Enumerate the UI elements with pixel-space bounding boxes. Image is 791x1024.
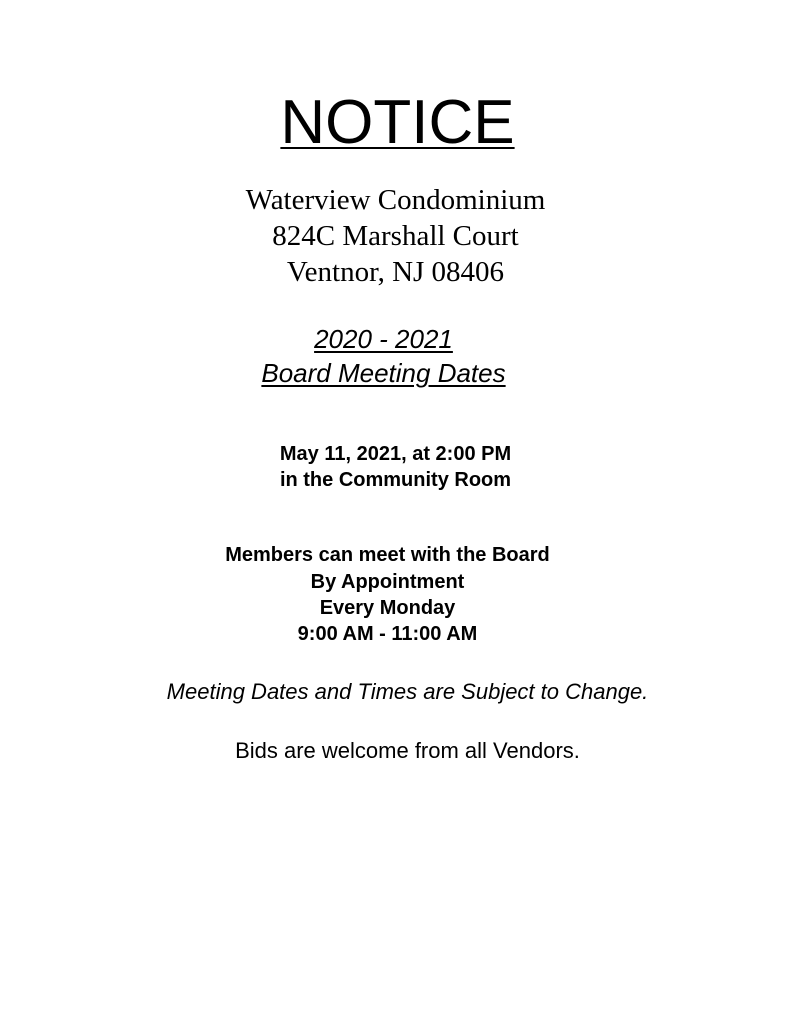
street-address: 824C Marshall Court <box>272 220 519 252</box>
city-state-zip: Ventnor, NJ 08406 <box>286 256 505 288</box>
condominium-name: Waterview Condominium <box>245 184 546 216</box>
meeting-date-time: May 11, 2021, at 2:00 PM <box>279 443 512 465</box>
schedule-heading: Board Meeting Dates <box>261 358 506 388</box>
members-line-2: By Appointment <box>310 571 465 593</box>
members-line-1: Members can meet with the Board <box>225 544 550 566</box>
members-line-4: 9:00 AM - 11:00 AM <box>297 623 478 645</box>
vendor-bids-note: Bids are welcome from all Vendors. <box>235 738 580 763</box>
members-line-3: Every Monday <box>319 597 456 619</box>
meeting-location: in the Community Room <box>279 469 512 491</box>
schedule-disclaimer: Meeting Dates and Times are Subject to Change. <box>166 679 649 704</box>
schedule-years: 2020 - 2021 <box>314 324 453 354</box>
page-title: NOTICE <box>280 88 515 157</box>
